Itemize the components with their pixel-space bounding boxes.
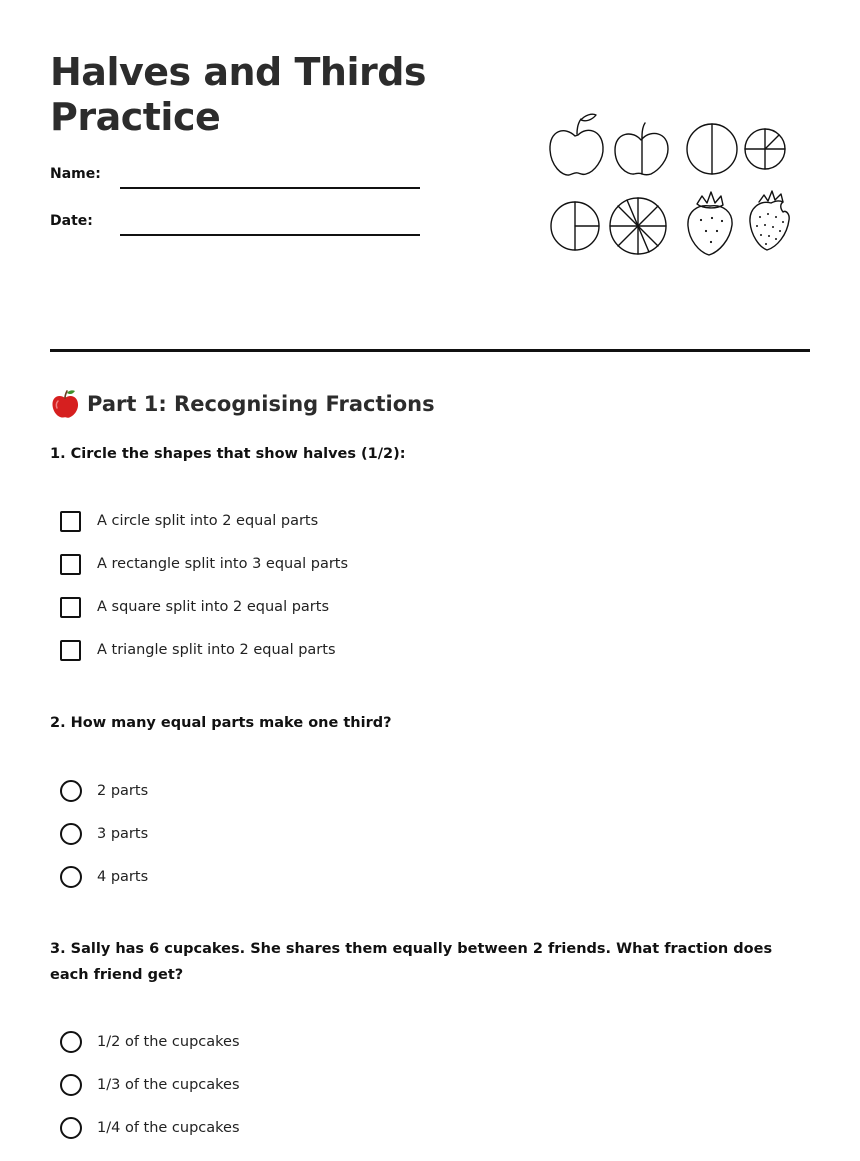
title-line-1: Halves and Thirds [50, 50, 427, 94]
date-field [50, 210, 420, 240]
date-label: Date: [50, 213, 93, 229]
name-field [50, 163, 420, 193]
option-label: 1/4 of the cupcakes [97, 1120, 240, 1136]
strawberry-seeds [700, 217, 723, 243]
title-line-2: Practice [50, 95, 221, 139]
question-3: 3. Sally has 6 cupcakes. She shares them equally between 2 friends. What fraction does each friend get? [50, 941, 773, 983]
part1-heading [50, 388, 435, 420]
option-label: 1/3 of the cupcakes [97, 1077, 240, 1093]
q1-option-3[interactable] [60, 594, 329, 620]
halved-apple-icon [615, 123, 668, 175]
q1-option-1[interactable] [60, 508, 318, 534]
radio-button[interactable] [60, 1074, 82, 1096]
q2-option-2[interactable] [60, 821, 148, 847]
bitten-strawberry-icon [750, 191, 789, 250]
date-input-line[interactable] [120, 234, 420, 236]
q3-option-2[interactable] [60, 1072, 240, 1098]
option-label: 1/2 of the cupcakes [97, 1034, 240, 1050]
worksheet-page [50, 0, 810, 1161]
radio-button[interactable] [60, 823, 82, 845]
q3-option-1[interactable] [60, 1029, 240, 1055]
radio-button[interactable] [60, 1031, 82, 1053]
circle-halves-icon [687, 124, 737, 174]
radio-button[interactable] [60, 1117, 82, 1139]
strawberry-icon [688, 192, 732, 255]
circle-quarter-icon [551, 202, 599, 250]
apple-icon [550, 114, 603, 175]
q2-option-1[interactable] [60, 778, 148, 804]
q3-option-3[interactable] [60, 1115, 240, 1141]
q1-option-4[interactable] [60, 637, 336, 663]
question-2: 2. How many equal parts make one third? [50, 715, 392, 731]
q1-option-2[interactable] [60, 551, 348, 577]
section-divider [50, 349, 810, 352]
radio-button[interactable] [60, 866, 82, 888]
option-label: A rectangle split into 3 equal parts [97, 556, 349, 572]
radio-button[interactable] [60, 780, 82, 802]
circle-quarters-icon [745, 129, 785, 169]
option-label: A triangle split into 2 equal parts [97, 642, 336, 658]
fraction-illustration [547, 104, 797, 264]
checkbox[interactable] [60, 597, 81, 618]
part1-title: Part 1: Recognising Fractions [87, 392, 435, 416]
option-label: 4 parts [97, 869, 149, 885]
worksheet-title [50, 50, 470, 140]
apple-emoji-icon [50, 389, 80, 419]
name-input-line[interactable] [120, 187, 420, 189]
name-label: Name: [50, 166, 101, 182]
option-label: A square split into 2 equal parts [97, 599, 329, 615]
option-label: A circle split into 2 equal parts [97, 513, 319, 529]
q2-option-3[interactable] [60, 864, 148, 890]
checkbox[interactable] [60, 511, 81, 532]
question-1: 1. Circle the shapes that show halves (1/2): [50, 446, 406, 462]
checkbox[interactable] [60, 554, 81, 575]
checkbox[interactable] [60, 640, 81, 661]
option-label: 2 parts [97, 783, 149, 799]
option-label: 3 parts [97, 826, 149, 842]
worksheet-header [50, 50, 810, 270]
pizza-slices-icon [610, 198, 666, 254]
